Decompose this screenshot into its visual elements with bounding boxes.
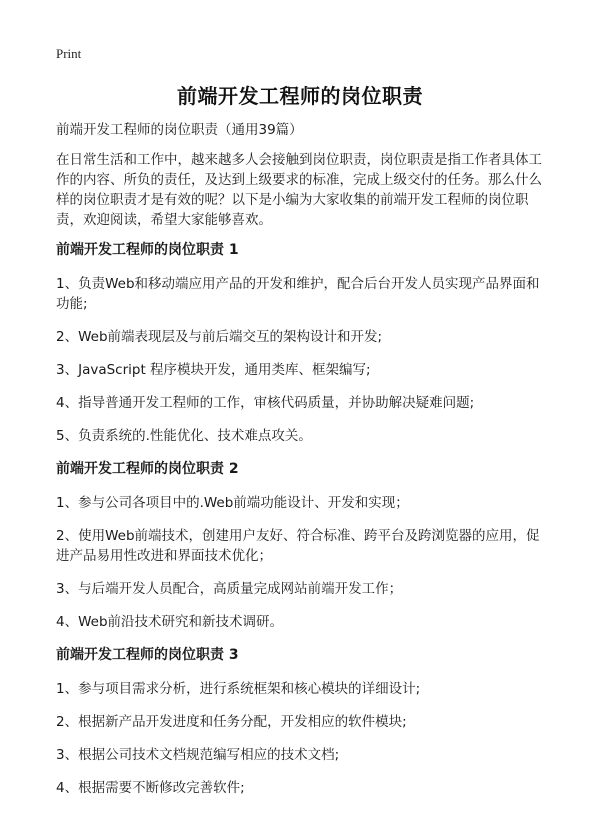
list-item: 2、Web前端表现层及与前后端交互的架构设计和开发; <box>56 329 383 345</box>
list-item: 2、根据新产品开发进度和任务分配，开发相应的软件模块; <box>56 714 407 730</box>
section-heading: 前端开发工程师的岗位职责 3 <box>56 647 239 663</box>
list-item: 1、参与项目需求分析，进行系统框架和核心模块的详细设计; <box>56 681 421 697</box>
list-item: 2、使用Web前端技术，创建用户友好、符合标准、跨平台及跨浏览器的应用，促进产品易用性改进和界面技术优化； <box>56 528 540 564</box>
list-item: 3、根据公司技术文档规范编写相应的技术文档; <box>56 747 340 763</box>
list-item: 3、JavaScript 程序模块开发，通用类库、框架编写; <box>56 362 371 378</box>
document-subtitle: 前端开发工程师的岗位职责（通用39篇） <box>56 122 303 138</box>
list-item: 4、指导普通开发工程师的工作，审核代码质量，并协助解决疑难问题; <box>56 395 475 411</box>
list-item: 1、负责Web和移动端应用产品的开发和维护，配合后台开发人员实现产品界面和功能; <box>56 276 540 312</box>
section-2 <box>56 459 546 632</box>
list-item: 4、根据需要不断修改完善软件; <box>56 780 245 796</box>
list-item: 3、与后端开发人员配合，高质量完成网站前端开发工作； <box>56 581 403 597</box>
list-item: 1、参与公司各项目中的.Web前端功能设计、开发和实现； <box>56 495 409 511</box>
section-heading: 前端开发工程师的岗位职责 2 <box>56 461 239 477</box>
print-label: Print <box>56 46 82 61</box>
section-heading: 前端开发工程师的岗位职责 1 <box>56 242 239 258</box>
document-title: 前端开发工程师的岗位职责 <box>177 84 423 108</box>
list-item: 4、Web前沿技术研究和新技术调研。 <box>56 614 284 630</box>
intro-paragraph: 在日常生活和工作中，越来越多人会接触到岗位职责，岗位职责是指工作者具体工作的内容、所负的责任，及达到上级要求的标准，完成上级交付的任务。那么什么样的岗位职责才是有效的呢？以下是小编为大家收集的前端开发工程师的岗位职责，欢迎阅读，希望大家能够喜欢。 <box>56 152 542 228</box>
document-body <box>56 120 546 811</box>
section-3 <box>56 645 546 798</box>
section-1 <box>56 240 546 446</box>
list-item: 5、负责系统的.性能优化、技术难点攻关。 <box>56 428 312 444</box>
